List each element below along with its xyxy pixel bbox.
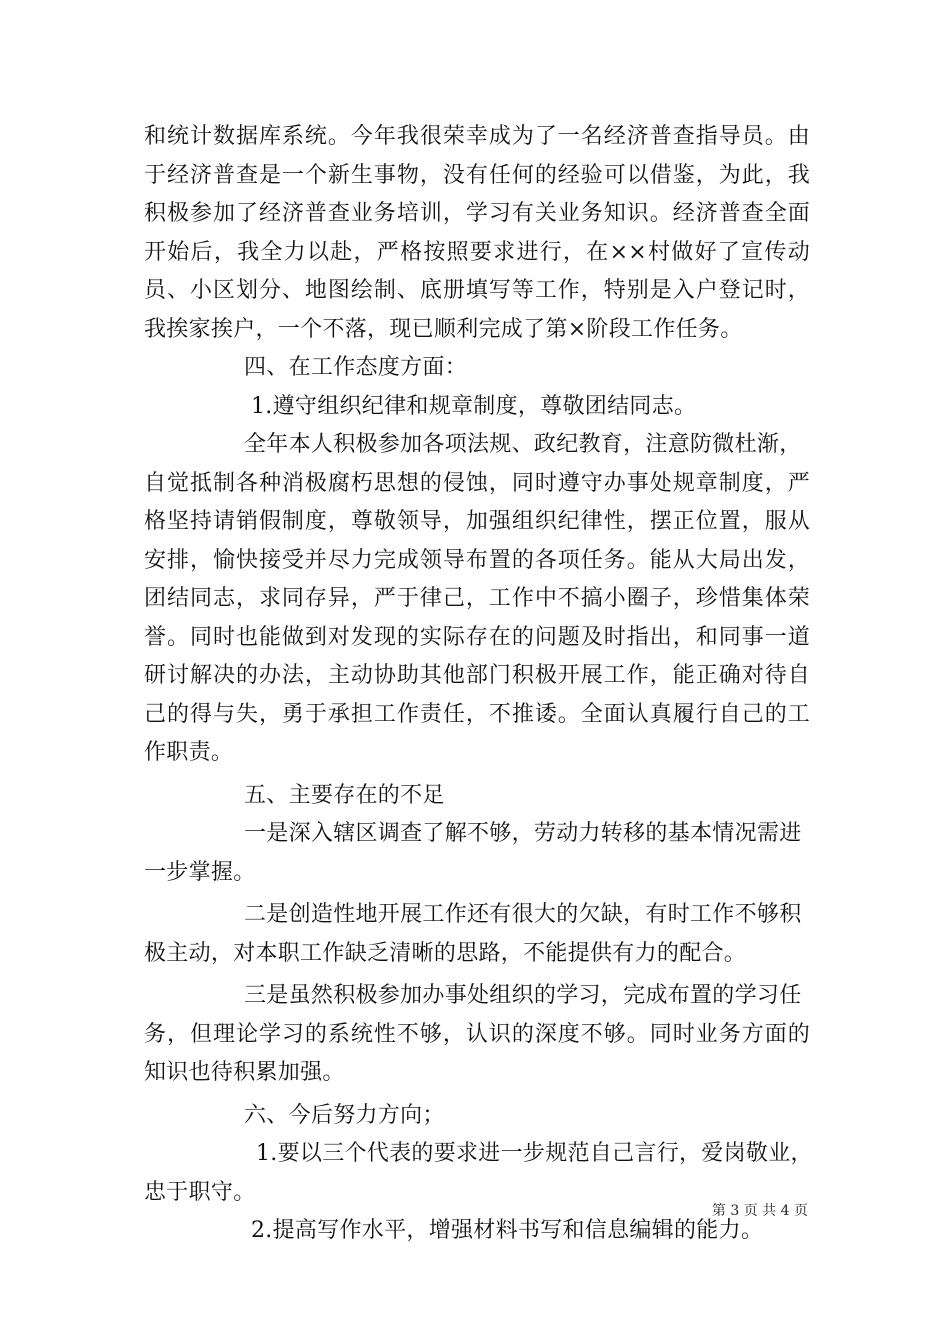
text-line: 誉。同时也能做到对发现的实际存在的问题及时指出，和同事一道: [144, 624, 810, 650]
text-line: 全年本人积极参加各项法规、政纪教育，注意防微杜渐，: [244, 432, 802, 457]
text-line: 作职责。: [144, 740, 234, 765]
text-line: 己的得与失，勇于承担工作责任，不推诿。全面认真履行自己的工: [144, 701, 810, 727]
text-line: 一是深入辖区调查了解不够，劳动力转移的基本情况需进: [244, 821, 802, 846]
text-line: 于经济普查是一个新生事物，没有任何的经验可以借鉴，为此，我: [144, 162, 810, 188]
document-body: [144, 118, 813, 1251]
text-line: 我挨家挨户，一个不落，现已顺利完成了第×阶段工作任务。: [144, 316, 743, 342]
section-heading-4: 四、在工作态度方面：: [244, 355, 468, 380]
text-line: 三是虽然积极参加办事处组织的学习，完成布置的学习任: [244, 983, 802, 1008]
text-line: 自觉抵制各种消极腐朽思想的侵蚀，同时遵守办事处规章制度，严: [144, 470, 810, 496]
text-line: 安排，愉快接受并尽力完成领导布置的各项任务。能从大局出发，: [144, 547, 810, 573]
text-line: 一步掌握。: [144, 859, 256, 885]
text-line: 极主动，对本职工作缺乏清晰的思路，不能提供有力的配合。: [144, 940, 747, 966]
text-line: 二是创造性地开展工作还有很大的欠缺，有时工作不够积: [244, 902, 802, 927]
text-line: 知识也待积累加强。: [144, 1060, 345, 1085]
page-number-footer: 第 3 页 共 4 页: [711, 1203, 808, 1219]
text-line: 开始后，我全力以赴，严格按照要求进行，在××村做好了宣传动: [144, 239, 810, 265]
text-line: 务，但理论学习的系统性不够，认识的深度不够。同时业务方面的: [144, 1021, 810, 1047]
text-line: 格坚持请销假制度，尊敬领导，加强组织纪律性，摆正位置，服从: [144, 509, 810, 534]
text-line: 团结同志，求同存异，严于律己，工作中不搞小圈子，珍惜集体荣: [144, 586, 810, 611]
text-line: 忠于职守。: [144, 1179, 256, 1205]
section-heading-5: 五、主要存在的不足: [244, 782, 445, 808]
subheading-6-1: 1.要以三个代表的要求进一步规范自己言行，爱岗敬业，: [256, 1141, 813, 1166]
subheading-4-1: 1.遵守组织纪律和规章制度，尊敬团结同志。: [251, 393, 697, 419]
subheading-6-2: 2.提高写作水平，增强材料书写和信息编辑的能力。: [251, 1218, 764, 1243]
section-heading-6: 六、今后努力方向；: [244, 1102, 445, 1128]
text-line: 积极参加了经济普查业务培训，学习有关业务知识。经济普查全面: [144, 201, 810, 226]
text-line: 员、小区划分、地图绘制、底册填写等工作，特别是入户登记时，: [144, 278, 810, 303]
text-line: 和统计数据库系统。今年我很荣幸成为了一名经济普查指导员。由: [144, 124, 810, 149]
text-line: 研讨解决的办法，主动协助其他部门积极开展工作，能正确对待自: [144, 663, 810, 688]
